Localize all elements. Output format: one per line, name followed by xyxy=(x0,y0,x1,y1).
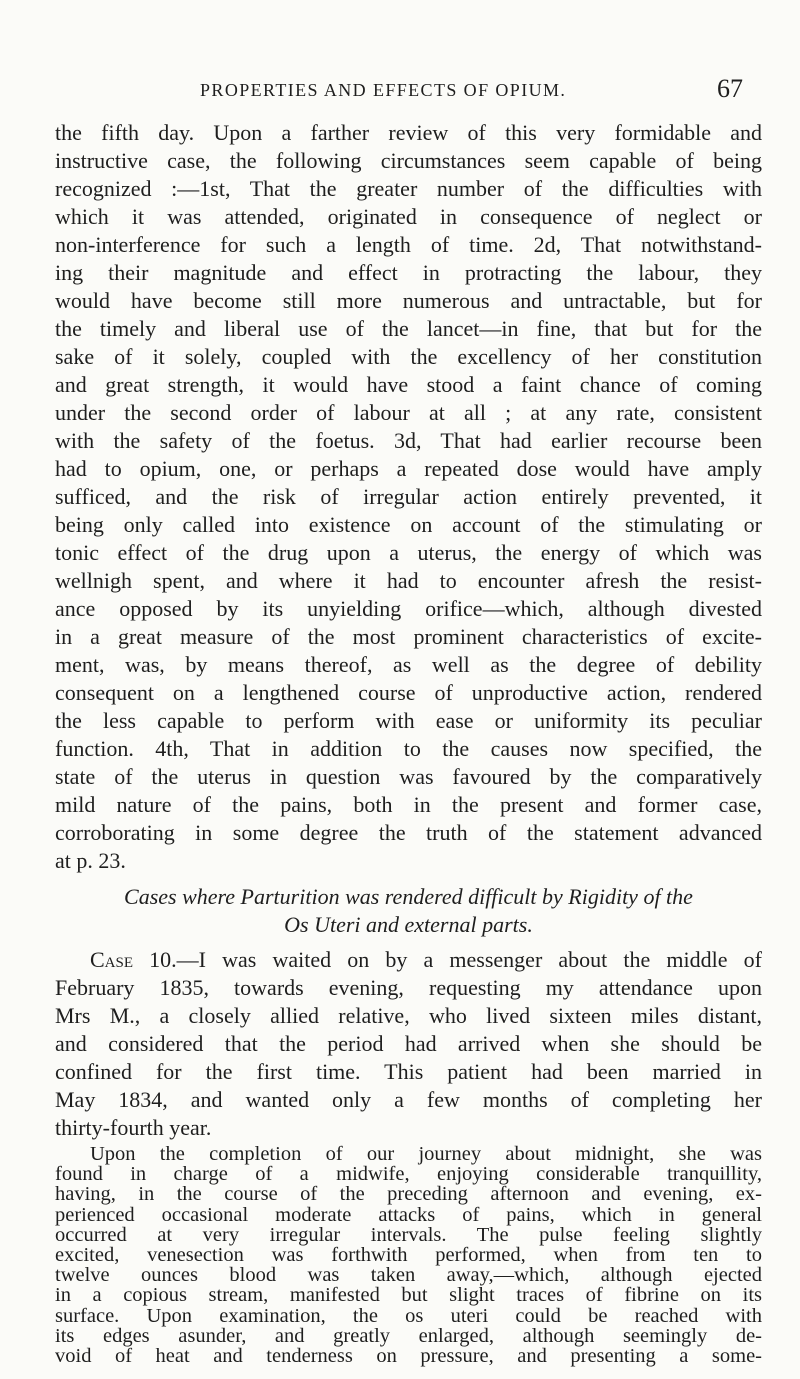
text-line: surface. Upon examination, the os uteri could be reached with xyxy=(55,1305,762,1327)
text-line: sake of it solely, coupled with the excellency of her constitution xyxy=(55,344,762,369)
text-line: and great strength, it would have stood a faint chance of coming xyxy=(55,372,762,397)
text-line: with the safety of the foetus. 3d, That had earlier recourse been xyxy=(55,428,762,453)
text-line: void of heat and tenderness on pressure, and presenting a some- xyxy=(55,1345,762,1367)
text-line: and considered that the period had arrived when she should be xyxy=(55,1031,762,1056)
text-line: twelve ounces blood was taken away,—which, although ejected xyxy=(55,1264,762,1286)
text-line: the less capable to perform with ease or uniformity its peculiar xyxy=(55,708,762,733)
text-line: its edges asunder, and greatly enlarged, although seemingly de- xyxy=(55,1325,762,1347)
text-line: non-interference for such a length of time. 2d, That notwithstand- xyxy=(55,232,762,257)
running-title: PROPERTIES AND EFFECTS OF OPIUM. xyxy=(200,80,567,100)
text-line: in a copious stream, manifested but slight traces of fibrine on its xyxy=(55,1284,762,1306)
case-10-first-line xyxy=(90,946,762,974)
text-line: confined for the first time. This patient had been married in xyxy=(55,1059,762,1084)
text-line: Mrs M., a closely allied relative, who lived sixteen miles distant, xyxy=(55,1003,762,1028)
text-line: Upon the completion of our journey about midnight, she was xyxy=(90,1143,762,1165)
text-line: would have become still more numerous and untractable, but for xyxy=(55,288,762,313)
text-line: mild nature of the pains, both in the present and former case, xyxy=(55,792,762,817)
heading-line: Cases where Parturition was rendered difficult by Rigidity of the xyxy=(124,884,693,909)
text-line: occurred at very irregular intervals. The pulse feeling slightly xyxy=(55,1224,762,1246)
text-line: function. 4th, That in addition to the causes now specified, the xyxy=(55,736,762,761)
text-line: wellnigh spent, and where it had to encounter afresh the resist- xyxy=(55,568,762,593)
text-line: the timely and liberal use of the lancet—in fine, that but for the xyxy=(55,316,762,341)
text-line: consequent on a lengthened course of unproductive action, rendered xyxy=(55,680,762,705)
text-line: state of the uterus in question was favoured by the comparatively xyxy=(55,764,762,789)
text-line: under the second order of labour at all ; at any rate, consistent xyxy=(55,400,762,425)
text-line: ment, was, by means thereof, as well as the degree of debility xyxy=(55,652,762,677)
text-line: thirty-fourth year. xyxy=(55,1115,212,1140)
text-line: February 1835, towards evening, requesting my attendance upon xyxy=(55,975,762,1000)
text-line: recognized :—1st, That the greater number of the difficulties with xyxy=(55,176,762,201)
text-line: the fifth day. Upon a farther review of this very formidable and xyxy=(55,120,762,145)
running-head xyxy=(0,74,800,110)
text-line: being only called into existence on account of the stimulating or xyxy=(55,512,762,537)
text-line: in a great measure of the most prominent characteristics of excite- xyxy=(55,624,762,649)
text-line: ing their magnitude and effect in protracting the labour, they xyxy=(55,260,762,285)
text-line: at p. 23. xyxy=(55,848,126,873)
text-line: having, in the course of the preceding afternoon and evening, ex- xyxy=(55,1183,762,1205)
text-line: perienced occasional moderate attacks of pains, which in general xyxy=(55,1204,762,1226)
text-line: corroborating in some degree the truth of the statement advanced xyxy=(55,820,762,845)
text-line: tonic effect of the drug upon a uterus, the energy of which was xyxy=(55,540,762,565)
case-first-line-text: 10.—I was waited on by a messenger about the middle of xyxy=(133,947,762,972)
heading-line: Os Uteri and external parts. xyxy=(284,912,533,937)
text-line: found in charge of a midwife, enjoying considerable tranquillity, xyxy=(55,1163,762,1185)
text-line: ance opposed by its unyielding orifice—which, although divested xyxy=(55,596,762,621)
text-line: sufficed, and the risk of irregular action entirely prevented, it xyxy=(55,484,762,509)
page-number: 67 xyxy=(717,74,743,103)
text-line: excited, venesection was forthwith performed, when from ten to xyxy=(55,1244,762,1266)
text-line: which it was attended, originated in consequence of neglect or xyxy=(55,204,762,229)
text-line: instructive case, the following circumstances seem capable of being xyxy=(55,148,762,173)
case-label: Case xyxy=(90,947,134,972)
text-line: had to opium, one, or perhaps a repeated dose would have amply xyxy=(55,456,762,481)
text-line: May 1834, and wanted only a few months of completing her xyxy=(55,1087,762,1112)
